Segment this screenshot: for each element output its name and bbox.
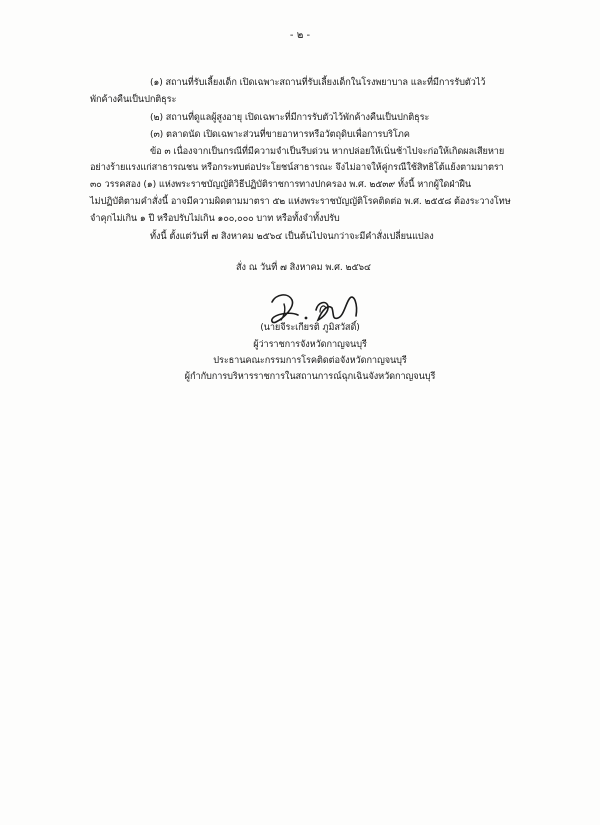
signer-name: (นายจีระเกียรติ ภูมิสวัสดิ์) xyxy=(260,322,360,333)
signer-title-emergency-director: ผู้กำกับการบริหารราชการในสถานการณ์ฉุกเฉินจังหวัดกาญจนบุรี xyxy=(184,371,436,382)
list-item-1-continued: พักค้างคืนเป็นปกติธุระ xyxy=(90,94,177,105)
signer-title-committee-chair: ประธานคณะกรรมการโรคติดต่อจังหวัดกาญจนบุรี xyxy=(213,355,407,366)
page-number: - ๒ - xyxy=(289,30,311,41)
clause-3-line-2: อย่างร้ายแรงแก่สาธารณชน หรือกระทบต่อประโยชน์สาธารณะ จึงไม่อาจให้คู่กรณีใช้สิทธิโต้แย้งตามมาตรา xyxy=(90,162,504,173)
effective-date-paragraph: ทั้งนี้ ตั้งแต่วันที่ ๗ สิงหาคม ๒๕๖๔ เป็นต้นไปจนกว่าจะมีคำสั่งเปลี่ยนแปลง xyxy=(150,231,434,242)
clause-3-line-1: ข้อ ๓ เนื่องจากเป็นกรณีที่มีความจำเป็นรีบด่วน หากปล่อยให้เนิ่นช้าไปจะก่อให้เกิดผลเสียหาย xyxy=(150,146,505,157)
order-date: สั่ง ณ วันที่ ๗ สิงหาคม พ.ศ. ๒๕๖๔ xyxy=(236,262,371,273)
signer-title-governor: ผู้ว่าราชการจังหวัดกาญจนบุรี xyxy=(253,339,367,350)
clause-3-line-3: ๓๐ วรรคสอง (๑) แห่งพระราชบัญญัติวิธีปฏิบัติราชการทางปกครอง พ.ศ. ๒๕๓๙ ทั้งนี้ หากผู้ใดฝ่าฝืน xyxy=(90,179,472,190)
clause-3-line-5: จำคุกไม่เกิน ๑ ปี หรือปรับไม่เกิน ๑๐๐,๐๐๐ บาท หรือทั้งจำทั้งปรับ xyxy=(90,213,340,224)
list-item-1: (๑) สถานที่รับเลี้ยงเด็ก เปิดเฉพาะสถานที่รับเลี้ยงเด็กในโรงพยาบาล และที่มีการรับตัวไว้ xyxy=(150,77,486,88)
list-item-3: (๓) ตลาดนัด เปิดเฉพาะส่วนที่ขายอาหารหรือวัตถุดิบเพื่อการบริโภค xyxy=(150,129,410,140)
list-item-2: (๒) สถานที่ดูแลผู้สูงอายุ เปิดเฉพาะที่มีการรับตัวไว้พักค้างคืนเป็นปกติธุระ xyxy=(150,112,430,123)
clause-3-line-4: ไม่ปฏิบัติตามคำสั่งนี้ อาจมีความผิดตามมาตรา ๕๒ แห่งพระราชบัญญัติโรคติดต่อ พ.ศ. ๒๕๕๘ ต้องระวางโทษ xyxy=(90,196,511,207)
